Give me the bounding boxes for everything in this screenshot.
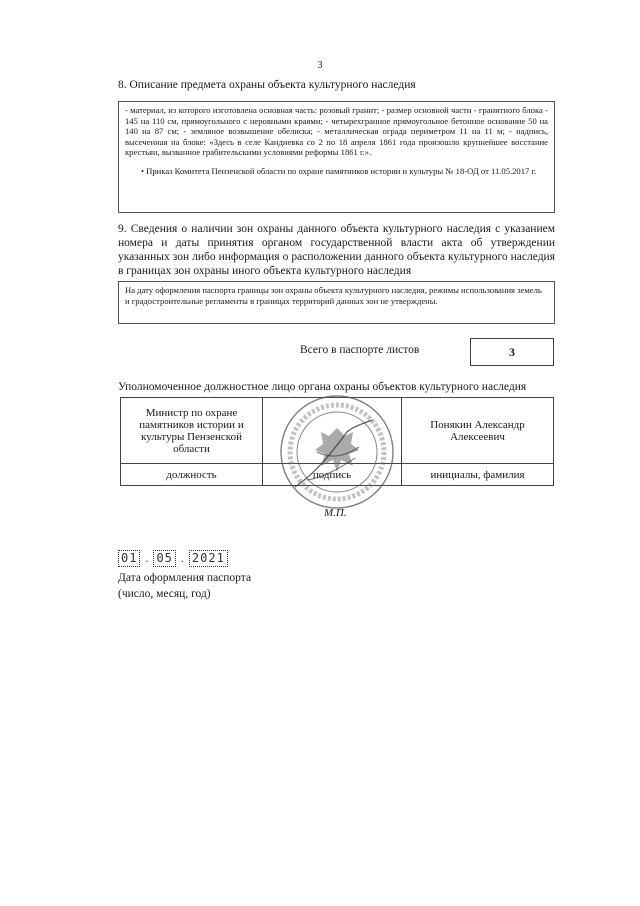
date-hint: (число, месяц, год) [118,588,211,600]
date-year: 2021 [189,550,228,567]
date-separator: . [145,551,149,565]
total-sheets-value: 3 [470,338,554,366]
seal-place-mark: М.П. [324,507,347,519]
page-number: 3 [317,60,323,71]
col-signature-label: подпись [263,464,402,486]
section-8-bullet: • Приказ Комитета Пензенской области по охране памятников истории и культуры № 18-ОД от 11.05.2017 г. [141,165,537,176]
section-8-title: 8. Описание предмета охраны объекта культурного наследия [118,79,416,91]
col-name-label: инициалы, фамилия [402,464,554,486]
date-day: 01 [118,550,140,567]
official-name: Понякин Александр Алексеевич [402,398,554,464]
passport-date [118,550,228,567]
total-sheets-label: Всего в паспорте листов [300,344,420,356]
official-seal [277,392,397,512]
col-position-label: должность [121,464,263,486]
section-8-bullet-text: Приказ Комитета Пензенской области по охране памятников истории и культуры № 18-ОД от 11.05.2017 г. [146,165,537,176]
section-9-title: 9. Сведения о наличии зон охраны данного объекта культурного наследия с указанием номера и даты принятия органом государственной власти акта об утверждении указанных зон либо информация о расположении данного объекта культурного наследия в границах зон охраны иного объекта культурного наследия [118,223,555,277]
section-8-text: - материал, из которого изготовлена основная часть: розовый гранит; - размер основной части - гранитного блока - 145 на 110 см, прямоугольного с неровными краями; - четырехгранное прямоугольное бетонное основание 50 на 140 на 87 см; - земляное возвышение обелиска; - металлическая ограда периметром 11 на 11 м; - надпись, высеченная на блоке: «Здесь в селе Кандиевка со 2 по 18 апреля 1861 года произошло крупнейшее восстание крестьян, вызванное грабительскими условиями реформы 1861 г.». [125,105,548,158]
date-month: 05 [153,550,175,567]
date-separator: . [180,551,184,565]
section-9-box [118,281,555,324]
section-9-text: На дату оформления паспорта границы зон охраны объекта культурного наследия, режимы использования земель и градостроительные регламенты в границах территорий данных зон не утверждены. [125,285,542,306]
section-8-box [118,101,555,213]
official-position: Министр по охране памятников истории и культуры Пензенской области [121,398,263,464]
official-title: Уполномоченное должностное лицо органа охраны объектов культурного наследия [118,381,527,393]
date-label: Дата оформления паспорта [118,572,252,584]
